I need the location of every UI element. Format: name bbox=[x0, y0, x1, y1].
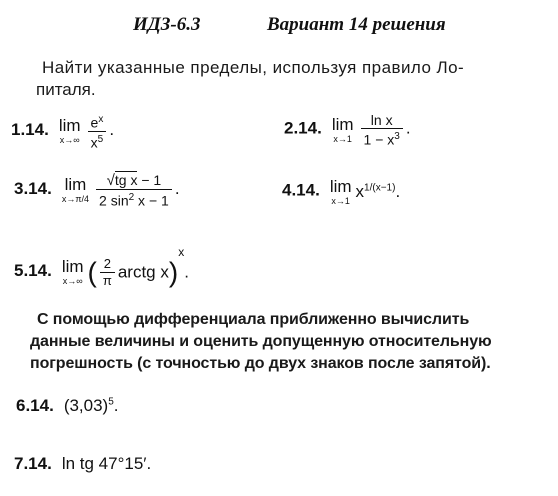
task2-line-3: погрешность (с точностью до двух знаков после запятой). bbox=[30, 355, 491, 372]
fraction: $\frac{e^x}{x^5}$ bbox=[88, 112, 107, 150]
limit-operator: lim x→∞ bbox=[58, 116, 81, 146]
limit-operator: lim x→∞ bbox=[61, 257, 84, 287]
problem-6-14 bbox=[16, 396, 119, 416]
intro-paragraph bbox=[36, 57, 506, 101]
intro-line-1: Найти указанные пределы, используя правило Ло- bbox=[42, 58, 465, 77]
fraction: $\frac{\text{ln x}}{1 - x^3}$ bbox=[361, 112, 403, 148]
doc-code: ИДЗ-6.3 bbox=[133, 14, 201, 35]
intro-line-2: питаля. bbox=[36, 80, 96, 99]
variant-title: Вариант 14 решения bbox=[267, 14, 446, 35]
power-expression: $x^{1/(x-1)}$. bbox=[355, 182, 401, 201]
fraction: $\frac{\text{√tg x − 1}}{2 \sin^2 x - 1}$ bbox=[96, 172, 172, 209]
limit-operator: lim x→1 bbox=[331, 114, 354, 144]
open-paren: ( bbox=[87, 256, 97, 288]
problem-1-14: 1.14. lim x→∞ $\frac{e^x}{x^5}$ . bbox=[11, 114, 115, 151]
math-expression: ln tg 47°15′. bbox=[61, 454, 152, 473]
limit-operator: lim x→1 bbox=[329, 177, 352, 206]
problem-3-14: 3.14. lim x→π/4 $\frac{\text{√tg x − 1}}{2 \sin^2 x - 1}$ . bbox=[14, 172, 180, 209]
limit-operator: lim x→π/4 bbox=[61, 175, 90, 205]
sqrt-sign: √ bbox=[106, 172, 115, 189]
problem-2-14: 2.14. lim x→1 $\frac{\text{ln x}}{1 - x^3}$ . bbox=[284, 112, 411, 148]
fraction: $\frac{2}{\pi}$ bbox=[100, 256, 115, 289]
problem-number: 1.14. bbox=[11, 119, 49, 139]
problem-number: 3.14. bbox=[14, 179, 52, 198]
problem-7-14 bbox=[14, 454, 151, 474]
problem-number: 2.14. bbox=[284, 118, 322, 138]
problem-number: 6.14. bbox=[16, 396, 54, 415]
problem-number: 5.14. bbox=[14, 261, 52, 280]
task2-paragraph bbox=[30, 309, 510, 375]
problem-4-14 bbox=[282, 178, 400, 206]
problem-number: 7.14. bbox=[14, 454, 52, 473]
problem-number: 4.14. bbox=[282, 180, 320, 200]
task2-line-1: С помощью дифференциала приближенно вычислить bbox=[37, 311, 470, 328]
power-expression: $(3,03)^5$. bbox=[63, 396, 119, 415]
close-paren: ) bbox=[168, 256, 179, 288]
problem-5-14: 5.14. lim x→∞ ( $\frac{2}{\pi}$ arctg x)$^x$. bbox=[14, 245, 189, 288]
task2-line-2: данные величины и оценить допущенную относительную bbox=[30, 333, 492, 350]
